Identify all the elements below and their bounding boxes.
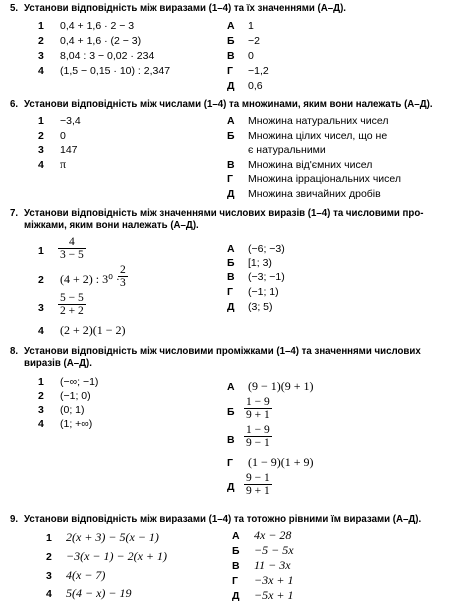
numerator: 4 [58, 236, 86, 249]
option-value: 1 [248, 20, 254, 32]
item-key: 1 [38, 245, 44, 257]
option-expression: −5 − 5x [254, 543, 294, 557]
item-value: −3,4 [60, 115, 81, 127]
option-key: Г [227, 286, 233, 298]
option-key: А [227, 381, 235, 393]
denominator: 3 [120, 277, 126, 289]
option-value: Множина цілих чисел, що не [248, 130, 388, 142]
item-expression: 8,04 : 3 − 0,02 · 234 [60, 50, 155, 62]
option-key: Г [227, 173, 233, 185]
item-key: 2 [38, 130, 44, 142]
denominator: 2 + 2 [60, 305, 84, 317]
item-interval: (1; +∞) [60, 418, 93, 430]
option-key: В [232, 560, 240, 572]
option-key: Д [227, 481, 235, 493]
question-number: 8. [10, 346, 19, 357]
item-key: 1 [38, 20, 44, 32]
fraction [58, 292, 86, 317]
denominator: 9 − 1 [246, 437, 270, 449]
option-value: −1,2 [248, 65, 269, 77]
question-text: Установи відповідність між значеннями числових виразів (1–4) та числовими про- [24, 208, 424, 219]
option-expression: −3x + 1 [254, 573, 294, 587]
item-interval: (0; 1) [60, 404, 85, 416]
option-expression: 4x − 28 [254, 528, 292, 542]
option-value: (−3; −1) [248, 271, 285, 283]
numerator: 2 [120, 264, 126, 276]
numerator: 5 − 5 [60, 292, 84, 304]
option-expression: −5x + 1 [254, 588, 294, 602]
numerator: 1 − 9 [246, 396, 270, 408]
option-key: А [227, 20, 235, 32]
question-number: 9. [10, 514, 19, 525]
option-expression: (1 − 9)(1 + 9) [248, 455, 314, 469]
fraction [244, 396, 272, 421]
item-expression: (2 + 2)(1 − 2) [60, 323, 126, 337]
question-text: Установи відповідність між виразами (1–4) та їх значеннями (А–Д). [24, 3, 346, 14]
item-expression: −3(x − 1) − 2(x + 1) [66, 549, 168, 563]
item-key: 3 [38, 302, 44, 314]
option-key: А [227, 115, 235, 127]
question-text: Установи відповідність між числами (1–4) та множинами, яким вони належать (А–Д). [24, 99, 433, 110]
option-key: В [227, 50, 235, 62]
option-key: Д [232, 590, 240, 602]
question-text: Установи відповідність між виразами (1–4) та тотожно рівними їм виразами (А–Д). [24, 514, 422, 525]
option-value: Множина натуральних чисел [248, 115, 389, 127]
expression-prefix: (4 + 2) : 3⁰ · [60, 272, 120, 286]
item-value: π [60, 157, 67, 171]
item-expression: 0,4 + 1,6 · 2 − 3 [60, 20, 135, 32]
item-key: 3 [38, 144, 44, 156]
question-number: 7. [10, 208, 19, 219]
item-key: 2 [38, 35, 44, 47]
item-key: 3 [38, 404, 44, 416]
question-text: Установи відповідність між числовими проміжками (1–4) та значеннями числових [24, 346, 421, 357]
option-key: Б [227, 406, 235, 418]
option-key: Б [227, 35, 235, 47]
question-number: 6. [10, 99, 19, 110]
item-key: 1 [38, 115, 44, 127]
option-expression: 11 − 3x [254, 558, 291, 572]
item-value: 147 [60, 144, 78, 156]
option-value: Множина ірраціональних чисел [248, 173, 402, 185]
question-number: 5. [10, 3, 19, 14]
option-value: 0,6 [248, 80, 263, 92]
item-key: 4 [38, 159, 44, 171]
option-key: Б [227, 257, 235, 269]
option-value: 0 [248, 50, 254, 62]
question-text-line-2: виразів (А–Д). [24, 358, 92, 369]
item-expression: 0,4 + 1,6 · (2 − 3) [60, 35, 142, 47]
option-value: (−1; 1) [248, 286, 279, 298]
denominator: 9 + 1 [246, 485, 270, 497]
fraction [118, 264, 128, 289]
item-key: 4 [38, 65, 44, 77]
item-interval: (−1; 0) [60, 390, 91, 402]
item-expression: (1,5 − 0,15 · 10) : 2,347 [60, 65, 171, 77]
option-value: (−6; −3) [248, 243, 285, 255]
option-key: Б [227, 130, 235, 142]
option-key: Б [232, 545, 240, 557]
option-key: Г [227, 457, 233, 469]
option-key: Д [227, 80, 235, 92]
item-key: 2 [38, 390, 44, 402]
fraction [244, 424, 272, 449]
item-interval: (−∞; −1) [60, 376, 99, 388]
numerator: 9 − 1 [246, 472, 270, 484]
option-value: Множина від'ємних чисел [248, 159, 373, 171]
option-key: В [227, 434, 235, 446]
item-expression: 2(x + 3) − 5(x − 1) [66, 530, 159, 544]
option-key: А [227, 243, 235, 255]
item-key: 1 [46, 532, 52, 544]
option-key: Д [227, 188, 235, 200]
option-value: −2 [248, 35, 260, 47]
option-key: В [227, 159, 235, 171]
item-key: 2 [38, 274, 44, 286]
item-key: 4 [38, 325, 44, 337]
option-value: [1; 3) [248, 257, 272, 269]
option-expression: (9 − 1)(9 + 1) [248, 379, 314, 393]
item-key: 3 [38, 50, 44, 62]
option-key: Д [227, 301, 235, 313]
item-expression: 4(x − 7) [66, 568, 106, 582]
fraction [58, 236, 86, 261]
item-key: 2 [46, 551, 52, 563]
option-key: А [232, 530, 240, 542]
denominator: 3 − 5 [60, 249, 84, 261]
option-key: Г [232, 575, 238, 587]
item-key: 1 [38, 376, 44, 388]
option-key: Г [227, 65, 233, 77]
item-key: 4 [46, 588, 52, 600]
item-key: 4 [38, 418, 44, 430]
fraction [244, 472, 272, 497]
option-value: Множина звичайних дробів [248, 188, 381, 200]
option-key: В [227, 271, 235, 283]
option-value-continued: є натуральними [248, 144, 326, 156]
item-expression: 5(4 − x) − 19 [66, 586, 132, 600]
numerator: 1 − 9 [246, 424, 270, 436]
item-value: 0 [60, 130, 66, 142]
option-value: (3; 5) [248, 301, 273, 313]
denominator: 9 + 1 [246, 409, 270, 421]
question-text-line-2: міжками, яким вони належать (А–Д). [24, 220, 199, 231]
item-key: 3 [46, 570, 52, 582]
